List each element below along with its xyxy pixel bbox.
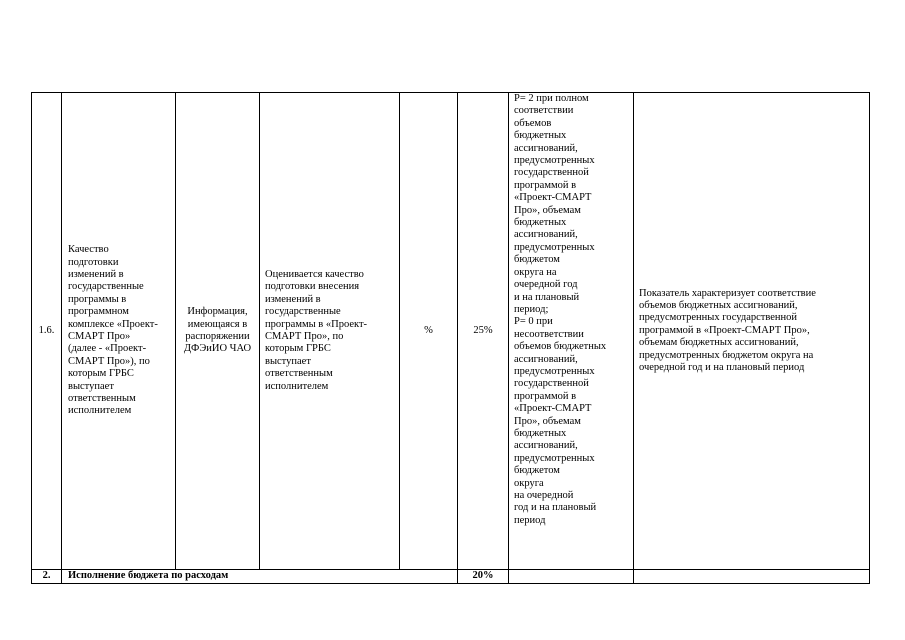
text-line: предусмотренных [514, 241, 595, 253]
text-line: ответственным [265, 368, 333, 380]
source-cell [176, 93, 260, 570]
text-line: СМАРТ Про», по [265, 331, 344, 342]
indicator-name-cell [62, 93, 176, 570]
text-line: очередной год и на плановый период [639, 362, 805, 374]
text-line: программы в «Проект- [265, 318, 368, 330]
text-line: Показатель характеризует соответствие [639, 287, 816, 299]
text-line: P= 2 при полном [514, 93, 589, 104]
text-line: исполнителем [265, 380, 329, 392]
text-line: государственной [514, 378, 589, 390]
text-line: которым ГРБС [265, 343, 331, 355]
text-line: исполнителем [68, 405, 132, 417]
text-line: Информация, [187, 306, 248, 318]
text-line: имеющаяся в [187, 318, 248, 330]
text-line: выступает [68, 380, 114, 392]
text-line: бюджетных [514, 427, 567, 439]
text-line: предусмотренных бюджетом округа на [639, 349, 814, 361]
text-line: подготовки внесения [265, 281, 360, 293]
formula-cell [509, 93, 634, 570]
text-line: СМАРТ Про» [68, 331, 131, 342]
text-line: бюджетом [514, 465, 560, 477]
row-number-cell: 1.6. [32, 93, 62, 570]
text-line: и на плановый [514, 291, 580, 303]
text-line: ответственным [68, 393, 136, 405]
text-line: Про», объемам [514, 415, 581, 427]
text-line: объемов бюджетных ассигнований, [639, 299, 798, 311]
note-cell [634, 93, 870, 570]
text-line: бюджетных [514, 217, 567, 229]
text-line: государственные [68, 281, 144, 293]
text-line: округа [514, 477, 544, 489]
text-line: комплексе «Проект- [68, 318, 158, 330]
text-line: изменений в [68, 268, 124, 280]
text-line: предусмотренных государственной [639, 312, 798, 324]
text-line: на очередной [514, 490, 574, 501]
text-line: программой в «Проект-СМАРТ Про», [639, 324, 810, 336]
text-line: P= 0 при [514, 316, 553, 328]
text-line: ассигнований, [514, 229, 578, 241]
unit-cell: % [400, 93, 458, 570]
description-cell [260, 93, 400, 570]
formula-cell-empty [509, 570, 634, 584]
text-line: год и на плановый [514, 502, 597, 514]
text-line: программой в [514, 390, 577, 402]
text-line: ДФЭиИО ЧАО [183, 343, 252, 355]
text-line: ассигнований, [514, 142, 578, 154]
indicators-table [31, 92, 870, 584]
table-row-1-6 [32, 93, 870, 570]
text-line: бюджетом [514, 254, 560, 266]
weight-cell: 20% [458, 570, 509, 584]
text-line: соответствии [514, 105, 574, 117]
text-line: период; [514, 303, 549, 315]
text-line: предусмотренных [514, 155, 595, 167]
table-row-2 [32, 570, 870, 584]
text-line: распоряжении [185, 331, 250, 342]
section-name-cell: Исполнение бюджета по расходам [62, 570, 458, 584]
text-line: выступает [265, 355, 311, 367]
text-line: подготовки [68, 256, 119, 268]
text-line: (далее - «Проект- [68, 343, 147, 355]
text-line: бюджетных [514, 130, 567, 142]
text-line: программном [68, 306, 129, 318]
text-line: изменений в [265, 293, 321, 305]
text-line: программы в [68, 293, 127, 305]
text-line: ассигнований, [514, 440, 578, 452]
text-line: Качество [68, 244, 109, 256]
row-number-cell: 2. [32, 570, 62, 584]
text-line: Про», объемам [514, 204, 581, 216]
text-line: предусмотренных [514, 452, 595, 464]
text-line: «Проект-СМАРТ [514, 403, 592, 415]
text-line: государственной [514, 167, 589, 179]
text-line: очередной год [514, 279, 578, 291]
text-line: ассигнований, [514, 353, 578, 365]
text-line: программой в [514, 179, 577, 191]
text-line: «Проект-СМАРТ [514, 192, 592, 204]
text-line: предусмотренных [514, 365, 595, 377]
text-line: СМАРТ Про»), по [68, 355, 150, 367]
text-line: государственные [265, 306, 341, 318]
text-line: Оценивается качество [265, 268, 364, 280]
weight-cell: 25% [458, 93, 509, 570]
text-line: объемам бюджетных ассигнований, [639, 337, 799, 349]
text-line: которым ГРБС [68, 368, 134, 380]
text-line: несоответствии [514, 328, 584, 340]
text-line: объемов бюджетных [514, 341, 607, 353]
note-cell-empty [634, 570, 870, 584]
text-line: объемов [514, 117, 552, 129]
text-line: период [514, 514, 546, 526]
text-line: округа на [514, 266, 557, 278]
